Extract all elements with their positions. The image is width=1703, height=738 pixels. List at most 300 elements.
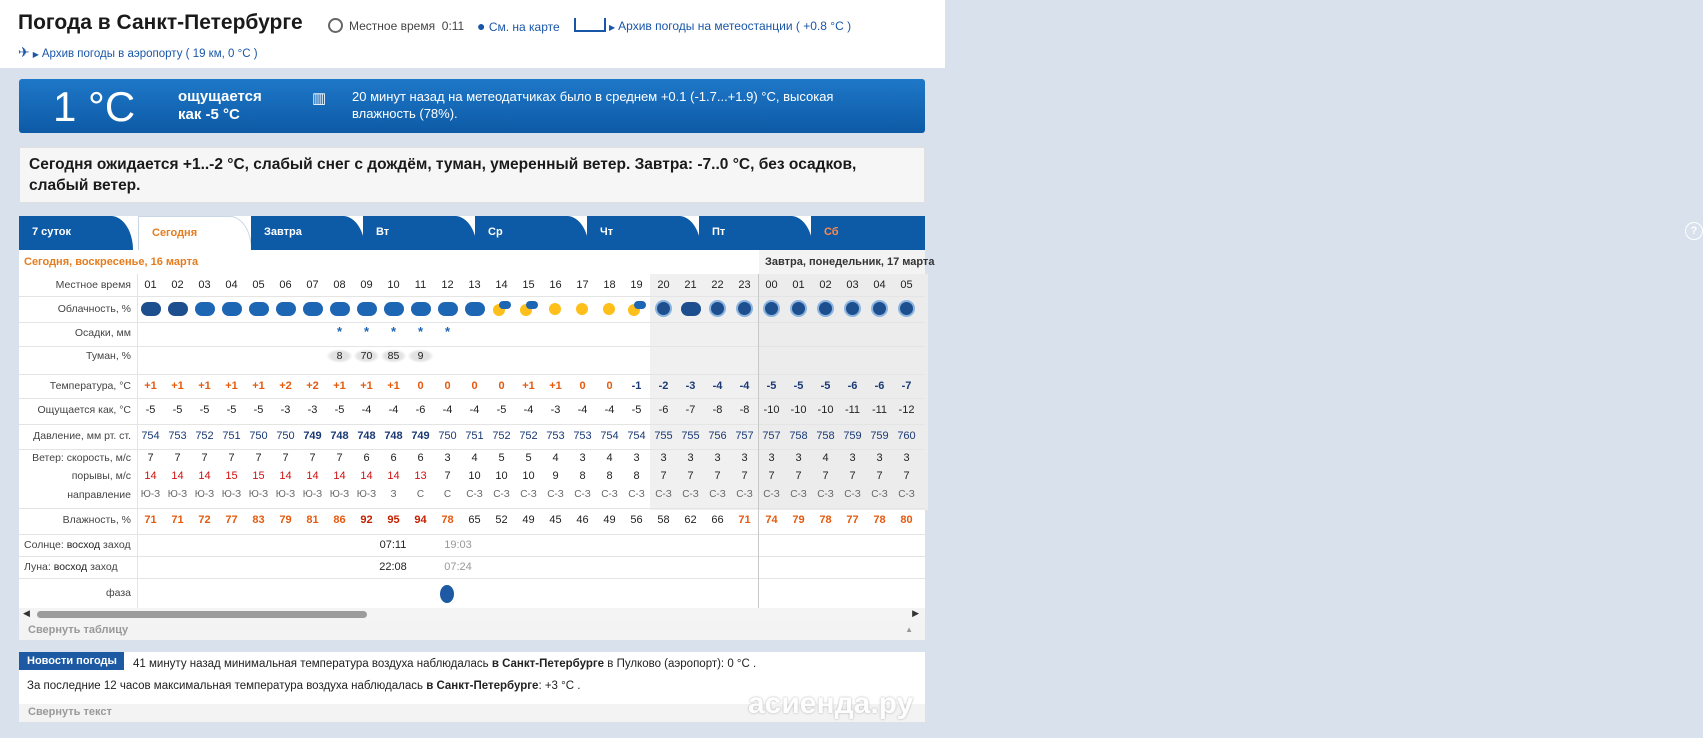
gust-cell: 9: [552, 470, 559, 482]
hour-cell: 07: [306, 279, 319, 291]
wind-dir-cell: С-З: [628, 488, 645, 500]
sensor-info: 20 минут назад на метеодатчиках было в среднем +0.1 (-1.7...+1.9) °C, высокая влажность (78%).: [352, 89, 834, 121]
wind-cell: 7: [147, 452, 154, 464]
hour-cell: 01: [792, 279, 805, 291]
pressure-cell: 754: [627, 430, 646, 442]
night-cloud-icon: [681, 302, 701, 316]
wind-dir-cell: З: [390, 488, 397, 500]
gust-cell: 7: [822, 470, 829, 482]
temp-cell: -4: [712, 380, 723, 392]
snow-icon: *: [390, 324, 397, 339]
hour-cell: 02: [171, 279, 184, 291]
temp-cell: +1: [252, 380, 265, 392]
humidity-cell: 71: [738, 514, 751, 526]
fog-cell: 8: [326, 349, 353, 363]
gust-cell: 14: [306, 470, 319, 482]
feels-cell: -5: [334, 404, 345, 416]
feels-cell: -10: [763, 404, 780, 416]
collapse-table-link[interactable]: Свернуть таблицу ▲: [19, 622, 925, 640]
tab-7-days[interactable]: 7 суток: [19, 216, 133, 250]
feels-cell: -4: [523, 404, 534, 416]
hour-cell: 09: [360, 279, 373, 291]
pressure-cell: 755: [654, 430, 673, 442]
wind-cell: 4: [822, 452, 829, 464]
feels-cell: -10: [790, 404, 807, 416]
wind-cell: 6: [363, 452, 370, 464]
sunset-time: 19:03: [444, 539, 472, 551]
wind-dir-cell: С-З: [709, 488, 726, 500]
cloud-icon: [384, 302, 404, 316]
snow-icon: *: [336, 324, 343, 339]
humidity-cell: 94: [414, 514, 427, 526]
humidity-cell: 58: [657, 514, 670, 526]
row-divider: [19, 508, 925, 509]
scrollbar-thumb[interactable]: [37, 611, 367, 618]
tab-sat[interactable]: Сб ?: [811, 216, 925, 250]
temp-cell: +1: [225, 380, 238, 392]
humidity-cell: 80: [900, 514, 913, 526]
temp-cell: +1: [171, 380, 184, 392]
hour-cell: 17: [576, 279, 589, 291]
wind-dir-cell: С: [416, 488, 425, 500]
feels-cell: -8: [712, 404, 723, 416]
humidity-cell: 92: [360, 514, 373, 526]
feels-cell: -7: [685, 404, 696, 416]
temp-cell: -5: [820, 380, 831, 392]
wind-cell: 3: [849, 452, 856, 464]
pressure-cell: 758: [789, 430, 808, 442]
pressure-cell: 748: [384, 430, 403, 442]
gust-cell: 13: [414, 470, 427, 482]
local-time: Местное время 0:11: [328, 18, 464, 33]
news-button[interactable]: Новости погоды: [19, 652, 124, 670]
section-tomorrow: Завтра, понедельник, 17 марта: [759, 250, 925, 274]
hour-cell: 15: [522, 279, 535, 291]
wind-dir-cell: С-З: [790, 488, 807, 500]
pressure-cell: 751: [222, 430, 241, 442]
wind-cell: 3: [714, 452, 721, 464]
gust-cell: 7: [876, 470, 883, 482]
row-label-sun: Солнце: восход заход: [24, 539, 131, 551]
humidity-cell: 62: [684, 514, 697, 526]
hour-cell: 06: [279, 279, 292, 291]
temp-cell: -6: [874, 380, 885, 392]
wind-dir-cell: Ю-З: [221, 488, 242, 500]
temp-cell: 0: [606, 380, 613, 392]
hour-cell: 10: [387, 279, 400, 291]
section-today: Сегодня, воскресенье, 16 марта: [19, 250, 759, 274]
humidity-cell: 74: [765, 514, 778, 526]
row-label-gust: порывы, м/с: [71, 470, 131, 482]
wind-cell: 3: [903, 452, 910, 464]
fog-cell: 85: [380, 349, 407, 363]
wind-cell: 7: [309, 452, 316, 464]
pressure-cell: 754: [600, 430, 619, 442]
tab-today[interactable]: Сегодня: [138, 216, 252, 250]
night-partly-cloudy-icon: [736, 300, 753, 317]
temp-cell: -3: [685, 380, 696, 392]
feels-cell: -6: [415, 404, 426, 416]
feels-cell: -4: [388, 404, 399, 416]
temp-cell: +2: [306, 380, 319, 392]
row-label-moon: Луна: восход заход: [24, 561, 118, 573]
humidity-cell: 71: [144, 514, 157, 526]
pressure-cell: 749: [303, 430, 322, 442]
temp-cell: 0: [417, 380, 424, 392]
wind-dir-cell: Ю-З: [356, 488, 377, 500]
hour-cell: 18: [603, 279, 616, 291]
cloud-icon: [526, 301, 538, 309]
temp-cell: 0: [471, 380, 478, 392]
humidity-cell: 77: [846, 514, 859, 526]
wind-dir-cell: С-З: [601, 488, 618, 500]
humidity-cell: 78: [819, 514, 832, 526]
pressure-cell: 757: [735, 430, 754, 442]
wind-dir-cell: С-З: [682, 488, 699, 500]
feels-cell: -5: [199, 404, 210, 416]
row-label-phase: фаза: [105, 587, 131, 599]
feels-cell: -12: [898, 404, 915, 416]
gust-cell: 14: [387, 470, 400, 482]
pressure-cell: 759: [843, 430, 862, 442]
temp-cell: 0: [444, 380, 451, 392]
row-divider: [19, 374, 925, 375]
pressure-cell: 753: [168, 430, 187, 442]
feels-cell: -4: [469, 404, 480, 416]
collapse-arrow-icon: ▲: [905, 625, 913, 634]
temp-cell: +1: [360, 380, 373, 392]
sun-icon: [603, 303, 615, 315]
pressure-cell: 750: [249, 430, 268, 442]
wind-cell: 3: [768, 452, 775, 464]
feels-cell: -5: [496, 404, 507, 416]
humidity-cell: 77: [225, 514, 238, 526]
night-partly-cloudy-icon: [898, 300, 915, 317]
wind-dir-cell: Ю-З: [302, 488, 323, 500]
temp-cell: -7: [901, 380, 912, 392]
row-label-wind: Ветер: скорость, м/с: [32, 452, 131, 464]
row-divider: [19, 424, 925, 425]
cloud-icon: [634, 301, 646, 309]
wind-cell: 3: [444, 452, 451, 464]
cloud-icon: [438, 302, 458, 316]
wind-dir-cell: Ю-З: [248, 488, 269, 500]
night-cloud-icon: [168, 302, 188, 316]
wind-cell: 3: [741, 452, 748, 464]
feels-cell: -11: [844, 404, 861, 416]
feels-cell: -10: [817, 404, 834, 416]
wind-dir-cell: С-З: [871, 488, 888, 500]
hour-cell: 16: [549, 279, 562, 291]
night-partly-cloudy-icon: [844, 300, 861, 317]
row-label-cloud: Облачность, %: [57, 303, 131, 315]
row-label-hum: Влажность, %: [62, 514, 131, 526]
feels-cell: -5: [172, 404, 183, 416]
tab-tomorrow[interactable]: Завтра: [251, 216, 365, 250]
humidity-cell: 78: [873, 514, 886, 526]
hour-cell: 13: [468, 279, 481, 291]
gust-cell: 10: [468, 470, 481, 482]
feels-cell: -3: [550, 404, 561, 416]
pressure-cell: 758: [816, 430, 835, 442]
wind-cell: 7: [255, 452, 262, 464]
news-line-1: 41 минуту назад минимальная температура воздуха наблюдалась в Санкт-Петербурге в Пулково (аэропорт): 0 °С .: [133, 658, 757, 670]
station-icon: [574, 18, 606, 32]
gust-cell: 7: [903, 470, 910, 482]
gust-cell: 7: [444, 470, 451, 482]
pressure-cell: 748: [330, 430, 349, 442]
pressure-cell: 750: [276, 430, 295, 442]
night-partly-cloudy-icon: [790, 300, 807, 317]
temp-cell: -4: [739, 380, 750, 392]
map-link[interactable]: ● См. на карте: [477, 18, 560, 34]
temp-cell: +1: [522, 380, 535, 392]
feels-like: ощущается как -5 °C: [178, 88, 262, 123]
humidity-cell: 46: [576, 514, 589, 526]
wind-dir-cell: С-З: [844, 488, 861, 500]
hour-cell: 08: [333, 279, 346, 291]
wind-dir-cell: С-З: [817, 488, 834, 500]
pressure-cell: 752: [519, 430, 538, 442]
map-pin-icon: ●: [477, 18, 486, 34]
hour-cell: 03: [846, 279, 859, 291]
hour-cell: 03: [198, 279, 211, 291]
tab-thu[interactable]: Чт: [587, 216, 701, 250]
scroll-right-icon[interactable]: ▶: [912, 608, 919, 618]
row-divider: [19, 578, 925, 579]
hour-cell: 22: [711, 279, 724, 291]
gust-cell: 14: [144, 470, 157, 482]
horizontal-scrollbar[interactable]: [19, 608, 925, 622]
hour-cell: 00: [765, 279, 778, 291]
hour-cell: 19: [630, 279, 643, 291]
wind-cell: 6: [417, 452, 424, 464]
clock-icon: [328, 18, 343, 33]
night-partly-cloudy-icon: [763, 300, 780, 317]
hour-cell: 04: [873, 279, 886, 291]
temp-cell: +1: [549, 380, 562, 392]
feels-cell: -3: [280, 404, 291, 416]
hour-cell: 21: [684, 279, 697, 291]
cloud-icon: [249, 302, 269, 316]
wind-cell: 4: [552, 452, 559, 464]
fog-cell: 70: [353, 349, 380, 363]
temp-cell: +2: [279, 380, 292, 392]
pressure-cell: 752: [195, 430, 214, 442]
temp-cell: -2: [658, 380, 669, 392]
hour-cell: 02: [819, 279, 832, 291]
airport-archive-link[interactable]: ✈ ▶ Архив погоды в аэропорту ( 19 км, 0 °C ): [18, 44, 258, 60]
collapse-text-link[interactable]: Свернуть текст: [19, 704, 925, 722]
wind-dir-cell: С-З: [547, 488, 564, 500]
help-icon[interactable]: ?: [1685, 222, 1703, 240]
wind-dir-cell: С-З: [574, 488, 591, 500]
day-tabs: [19, 216, 1698, 250]
row-label-press: Давление, мм рт. ст.: [33, 430, 131, 442]
feels-cell: -3: [307, 404, 318, 416]
feels-cell: -4: [442, 404, 453, 416]
pressure-cell: 751: [465, 430, 484, 442]
tab-wed[interactable]: Ср: [475, 216, 589, 250]
gust-cell: 15: [252, 470, 265, 482]
wind-dir-cell: Ю-З: [275, 488, 296, 500]
wind-dir-cell: С-З: [655, 488, 672, 500]
wind-cell: 5: [525, 452, 532, 464]
sun-icon: [549, 303, 561, 315]
cloud-icon: [465, 302, 485, 316]
wind-cell: 7: [201, 452, 208, 464]
hour-cell: 23: [738, 279, 751, 291]
gust-cell: 10: [495, 470, 508, 482]
gust-cell: 7: [768, 470, 775, 482]
humidity-cell: 95: [387, 514, 400, 526]
hour-cell: 11: [414, 279, 427, 291]
feels-cell: -8: [739, 404, 750, 416]
feels-cell: -4: [577, 404, 588, 416]
gust-cell: 8: [633, 470, 640, 482]
night-partly-cloudy-icon: [817, 300, 834, 317]
cloud-icon: [499, 301, 511, 309]
wind-cell: 5: [498, 452, 505, 464]
night-cloud-icon: [141, 302, 161, 316]
snow-icon: *: [444, 324, 451, 339]
wind-cell: 7: [174, 452, 181, 464]
scroll-left-icon[interactable]: ◀: [23, 608, 30, 618]
wind-cell: 3: [660, 452, 667, 464]
humidity-cell: 49: [522, 514, 535, 526]
row-label-fog: Туман, %: [86, 350, 131, 362]
pressure-cell: 750: [438, 430, 457, 442]
wind-cell: 7: [282, 452, 289, 464]
feels-cell: -5: [226, 404, 237, 416]
building-icon: ▥: [312, 90, 327, 107]
gust-cell: 14: [171, 470, 184, 482]
wind-cell: 4: [606, 452, 613, 464]
gust-cell: 14: [360, 470, 373, 482]
gust-cell: 14: [198, 470, 211, 482]
pressure-cell: 753: [546, 430, 565, 442]
row-divider: [19, 556, 925, 557]
cloud-icon: [303, 302, 323, 316]
temp-cell: -1: [631, 380, 642, 392]
temp-cell: -5: [793, 380, 804, 392]
humidity-cell: 71: [171, 514, 184, 526]
wind-cell: 7: [336, 452, 343, 464]
row-label-time: Местное время: [55, 279, 131, 291]
wind-cell: 3: [876, 452, 883, 464]
wind-cell: 3: [795, 452, 802, 464]
cloud-icon: [330, 302, 350, 316]
page-title: Погода в Санкт-Петербурге: [18, 11, 303, 34]
row-divider: [19, 346, 925, 347]
temp-cell: 0: [579, 380, 586, 392]
moonset-time: 07:24: [444, 561, 472, 573]
pressure-cell: 754: [141, 430, 160, 442]
wind-dir-cell: С-З: [898, 488, 915, 500]
row-divider: [19, 398, 925, 399]
cloud-icon: [411, 302, 431, 316]
row-label-dir: направление: [67, 488, 131, 501]
station-archive-link[interactable]: ▶ Архив погоды на метеостанции ( +0.8 °C ): [574, 18, 851, 33]
feels-cell: -11: [871, 404, 888, 416]
gust-cell: 14: [279, 470, 292, 482]
sun-icon: [576, 303, 588, 315]
wind-cell: 3: [579, 452, 586, 464]
tab-tue[interactable]: Вт: [363, 216, 477, 250]
hour-cell: 05: [252, 279, 265, 291]
humidity-cell: 86: [333, 514, 346, 526]
cloud-icon: [195, 302, 215, 316]
cloud-icon: [222, 302, 242, 316]
row-divider: [19, 534, 925, 535]
news-line-2: За последние 12 часов максимальная температура воздуха наблюдалась в Санкт-Петербурге: +3 °С .: [27, 680, 581, 692]
feels-cell: -5: [631, 404, 642, 416]
humidity-cell: 49: [603, 514, 616, 526]
wind-dir-cell: С-З: [520, 488, 537, 500]
current-temp: 1 °C: [53, 83, 136, 130]
wind-cell: 3: [687, 452, 694, 464]
pressure-cell: 755: [681, 430, 700, 442]
wind-cell: 7: [228, 452, 235, 464]
row-divider: [19, 322, 925, 323]
temp-cell: +1: [144, 380, 157, 392]
gust-cell: 7: [660, 470, 667, 482]
gust-cell: 15: [225, 470, 238, 482]
pressure-cell: 748: [357, 430, 376, 442]
wind-cell: 6: [390, 452, 397, 464]
temp-cell: +1: [333, 380, 346, 392]
temp-cell: -6: [847, 380, 858, 392]
temp-cell: +1: [387, 380, 400, 392]
humidity-cell: 66: [711, 514, 724, 526]
pressure-cell: 752: [492, 430, 511, 442]
wind-dir-cell: Ю-З: [140, 488, 161, 500]
snow-icon: *: [417, 324, 424, 339]
hour-cell: 05: [900, 279, 913, 291]
gust-cell: 7: [687, 470, 694, 482]
wind-dir-cell: Ю-З: [329, 488, 350, 500]
hour-cell: 01: [144, 279, 157, 291]
wind-dir-cell: С-З: [493, 488, 510, 500]
row-label-precip: Осадки, мм: [74, 327, 131, 339]
pressure-cell: 759: [870, 430, 889, 442]
gust-cell: 8: [579, 470, 586, 482]
pressure-cell: 757: [762, 430, 781, 442]
wind-dir-cell: С-З: [763, 488, 780, 500]
section-header: [19, 250, 935, 274]
gust-cell: 7: [795, 470, 802, 482]
feels-cell: -5: [145, 404, 156, 416]
feels-cell: -4: [604, 404, 615, 416]
hour-cell: 04: [225, 279, 238, 291]
cloud-icon: [276, 302, 296, 316]
gust-cell: 10: [522, 470, 535, 482]
tab-fri[interactable]: Пт: [699, 216, 813, 250]
wind-dir-cell: С-З: [466, 488, 483, 500]
humidity-cell: 81: [306, 514, 319, 526]
humidity-cell: 56: [630, 514, 643, 526]
temp-cell: -5: [766, 380, 777, 392]
current-weather: [19, 79, 925, 133]
feels-cell: -5: [253, 404, 264, 416]
wind-dir-cell: С-З: [736, 488, 753, 500]
snow-icon: *: [363, 324, 370, 339]
feels-cell: -6: [658, 404, 669, 416]
hour-cell: 20: [657, 279, 670, 291]
row-divider: [19, 296, 925, 297]
wind-dir-cell: Ю-З: [167, 488, 188, 500]
gust-cell: 7: [714, 470, 721, 482]
